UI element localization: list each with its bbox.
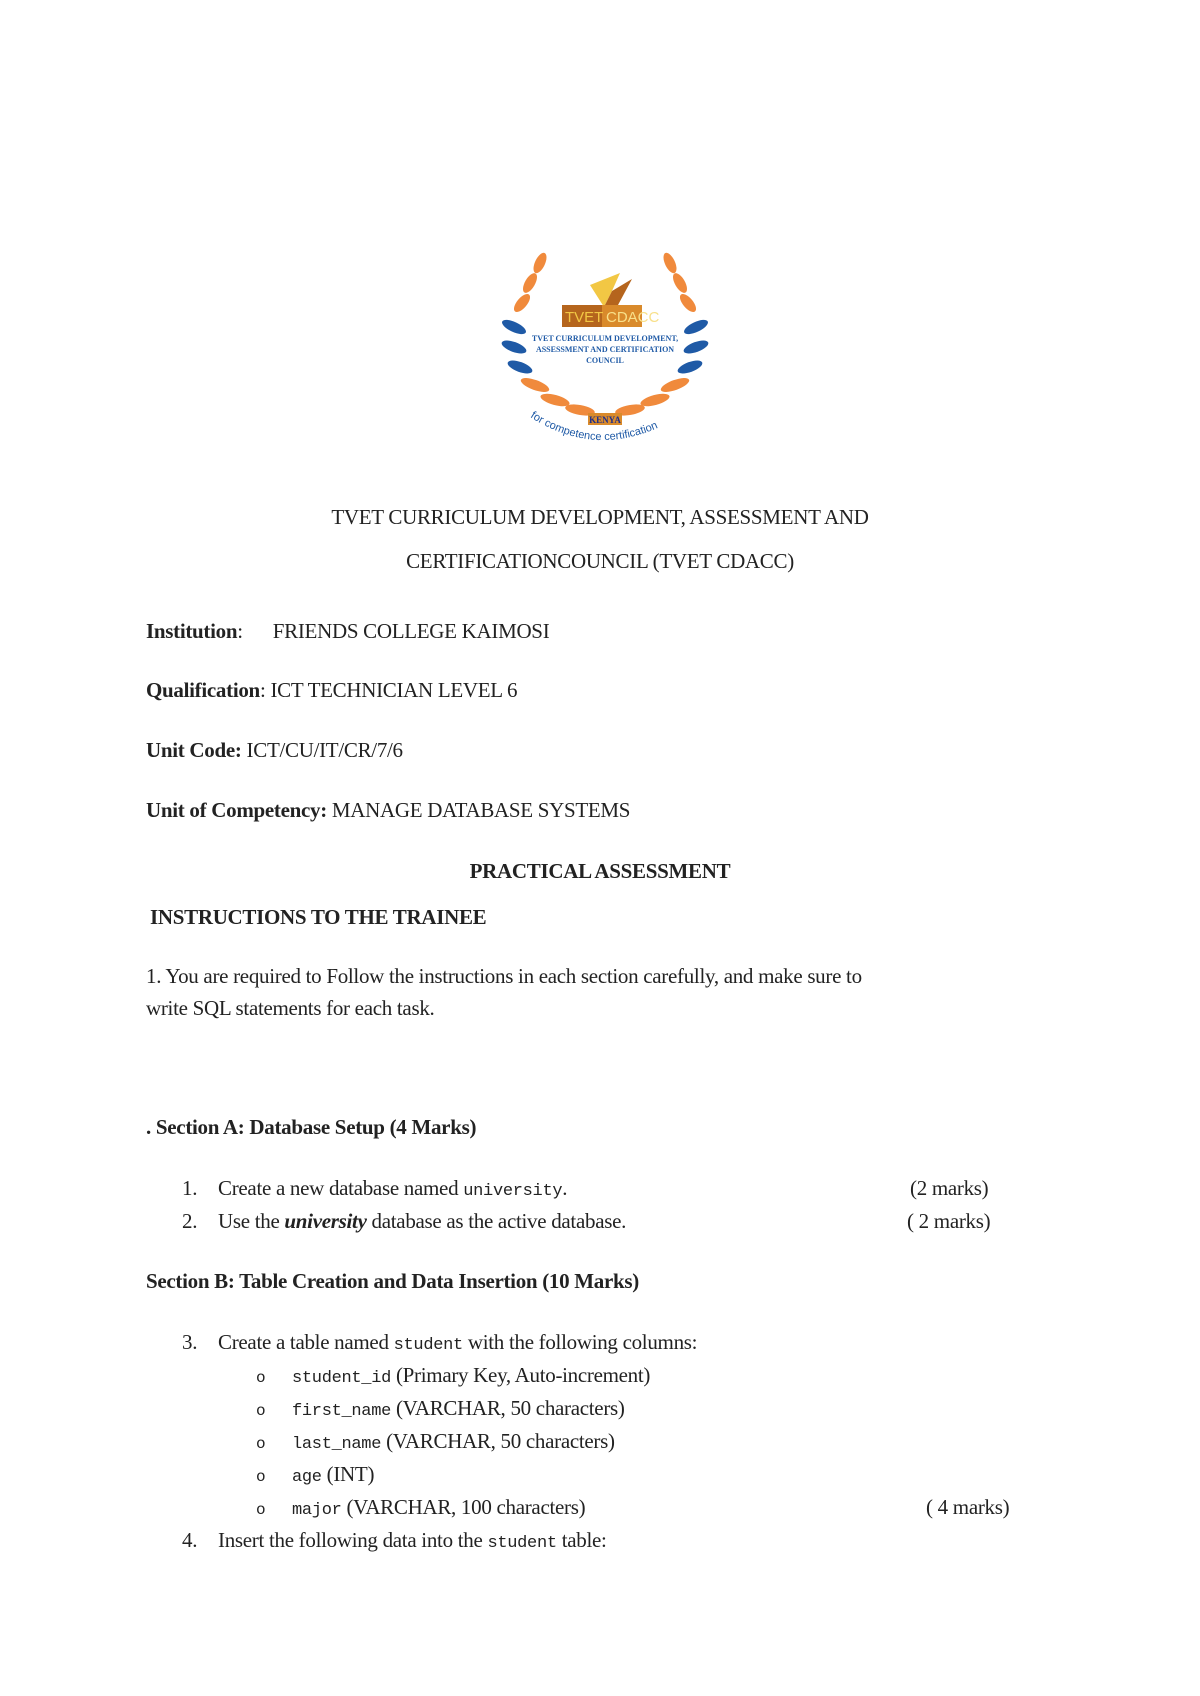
svg-text:TVET CURRICULUM DEVELOPMENT,: TVET CURRICULUM DEVELOPMENT, [531,334,679,343]
unit-code-row [146,738,403,763]
bullet-icon: o [256,1369,266,1387]
competency-value: MANAGE DATABASE SYSTEMS [326,798,631,822]
column-major: o major (VARCHAR, 100 characters) [256,1495,586,1520]
column-student-id: o student_id (Primary Key, Auto-increment) [256,1363,651,1388]
svg-text:ASSESSMENT AND CERTIFICATION: ASSESSMENT AND CERTIFICATION [535,345,675,354]
qualification-row [146,678,517,703]
qualification-sep: : [259,678,271,702]
laurel-wreath-icon [500,245,710,445]
council-title-line2: CERTIFICATIONCOUNCIL (TVET CDACC) [406,549,794,573]
svg-text:for competence certification: for competence certification [528,409,660,444]
bullet-icon: o [256,1468,266,1486]
svg-text:KENYA: KENYA [589,415,621,425]
unit-code-label: Unit Code: [146,738,242,762]
unit-code-value: ICT/CU/IT/CR/7/6 [241,738,403,762]
bullet-icon: o [256,1402,266,1420]
section-a-item-2-marks: ( 2 marks) [907,1209,991,1233]
section-b-item-3-marks: ( 4 marks) [926,1495,1010,1519]
competency-row [146,798,630,823]
council-title-line1: TVET CURRICULUM DEVELOPMENT, ASSESSMENT AND [331,505,869,529]
instruction-line-1: 1. You are required to Follow the instructions in each section carefully, and make sure to [146,964,862,988]
qualification-label: Qualification [146,678,260,702]
column-last-name: o last_name (VARCHAR, 50 characters) [256,1429,615,1454]
institution-value: FRIENDS COLLEGE KAIMOSI [272,619,550,643]
tvet-cdacc-logo [500,245,710,445]
column-age: o age (INT) [256,1462,375,1487]
institution-sep: : [237,619,243,643]
emph-university: university [284,1209,367,1233]
section-a-item-2: 2. Use the university database as the active database. [182,1209,627,1233]
section-a-item-1-marks: (2 marks) [910,1176,989,1200]
svg-text:TVET: TVET [565,309,604,326]
institution-label: Institution [146,619,238,643]
instruction-line-2: write SQL statements for each task. [146,996,435,1020]
code-university: university [463,1182,563,1201]
section-a-heading: . Section A: Database Setup (4 Marks) [146,1115,477,1139]
section-b-item-3: 3. Create a table named student with the following columns: [182,1330,698,1355]
bullet-icon: o [256,1501,266,1519]
section-a-item-1: 1. Create a new database named university. [182,1176,568,1201]
svg-text:COUNCIL: COUNCIL [586,356,624,365]
institution-row [146,619,549,644]
competency-label: Unit of Competency: [146,798,327,822]
column-first-name: o first_name (VARCHAR, 50 characters) [256,1396,625,1421]
section-b-heading: Section B: Table Creation and Data Insertion (10 Marks) [146,1269,639,1293]
practical-assessment-title: PRACTICAL ASSESSMENT [469,859,731,883]
svg-text:CDACC: CDACC [606,309,660,326]
section-b-item-4: 4. Insert the following data into the student table: [182,1528,607,1553]
bullet-icon: o [256,1435,266,1453]
qualification-value: ICT TECHNICIAN LEVEL 6 [270,678,518,702]
instructions-heading: INSTRUCTIONS TO THE TRAINEE [150,905,487,929]
